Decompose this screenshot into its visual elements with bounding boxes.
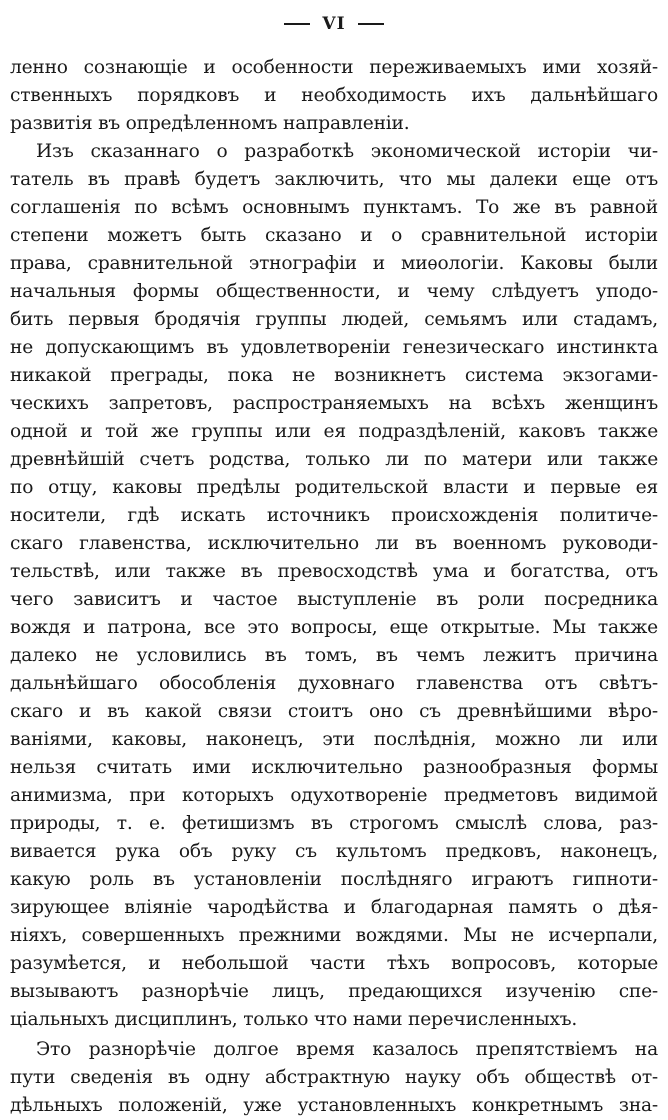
header-dash-left: [284, 23, 310, 25]
text-line: зирующее вліяніе чародѣйства и благодарная память о дѣя-: [10, 897, 658, 918]
text-line: татель въ правѣ будетъ заключить, что мы далеки еще отъ: [10, 169, 658, 190]
text-line: Изъ сказаннаго о разработкѣ экономической исторіи чи-: [36, 141, 658, 162]
text-line: ственныхъ порядковъ и необходимость ихъ дальнѣйшаго: [10, 85, 658, 106]
text-line: вождя и патрона, все это вопросы, еще открытые. Мы также: [10, 617, 658, 638]
text-line: чего зависитъ и частое выступленіе въ роли посредника: [10, 589, 658, 610]
text-line: одной и той же группы или ея подраздѣленій, каковъ также: [10, 421, 658, 442]
text-line: ческихъ запретовъ, распространяемыхъ на всѣхъ женщинъ: [10, 393, 658, 414]
text-line: анимизма, при которыхъ одухотвореніе предметовъ видимой: [10, 785, 658, 806]
text-line: нельзя считать ими исключительно разнообразныя формы: [10, 757, 658, 778]
text-line: права, сравнительной этнографіи и миѳологіи. Каковы были: [10, 253, 658, 274]
text-line: ніяхъ, совершенныхъ прежними вождями. Мы не исчерпали,: [10, 925, 658, 946]
page-header: [10, 8, 658, 40]
text-line: дѣльныхъ положеній, уже установленныхъ конкретнымъ зна-: [10, 1095, 658, 1116]
body-text: [10, 54, 658, 1120]
paragraph: [10, 54, 658, 138]
text-line: развитія въ опредѣленномъ направленіи.: [10, 113, 410, 134]
text-line: начальныя формы общественности, и чему слѣдуетъ уподо-: [10, 281, 658, 302]
page-number: VI: [322, 14, 346, 34]
text-line: какую роль въ установленіи послѣдняго играютъ гипноти-: [10, 869, 658, 890]
paragraph: [10, 1036, 658, 1120]
text-line: соглашенія по всѣмъ основнымъ пунктамъ. То же въ равной: [10, 197, 658, 218]
text-line: разумѣется, и небольшой части тѣхъ вопросовъ, которые: [10, 953, 658, 974]
text-line: пути сведенія въ одну абстрактную науку объ обществѣ от-: [10, 1067, 658, 1088]
text-line: бить первыя бродячія группы людей, семьямъ или стадамъ,: [10, 309, 658, 330]
text-line: скаго и въ какой связи стоитъ оно съ древнѣйшими вѣро-: [10, 701, 658, 722]
text-line: дальнѣйшаго обособленія духовнаго главенства отъ свѣтъ-: [10, 673, 658, 694]
text-line: древнѣйшій счетъ родства, только ли по матери или также: [10, 449, 658, 470]
text-line: ціальныхъ дисциплинъ, только что нами перечисленныхъ.: [10, 1009, 578, 1030]
text-line: скаго главенства, исключительно ли въ военномъ руководи-: [10, 533, 658, 554]
text-line: носители, гдѣ искать источникъ происхожденія политиче-: [10, 505, 658, 526]
text-line: по отцу, каковы предѣлы родительской власти и первые ея: [10, 477, 658, 498]
text-line: ваніями, каковы, наконецъ, эти послѣднія, можно ли или: [10, 729, 658, 750]
text-line: тельствѣ, или также въ превосходствѣ ума и богатства, отъ: [10, 561, 658, 582]
text-line: степени можетъ быть сказано и о сравнительной исторіи: [10, 225, 658, 246]
text-line: Это разнорѣчіе долгое время казалось препятствіемъ на: [36, 1039, 658, 1060]
text-line: ленно сознающіе и особенности переживаемыхъ ими хозяй-: [10, 57, 658, 78]
text-line: далеко не условились въ томъ, въ чемъ лежитъ причина: [10, 645, 658, 666]
text-line: никакой преграды, пока не возникнетъ система экзогами-: [10, 365, 658, 386]
text-line: вызываютъ разнорѣчіе лицъ, предающихся изученію спе-: [10, 981, 658, 1002]
paragraph: [10, 138, 658, 1034]
text-line: не допускающимъ въ удовлетвореніи генезическаго инстинкта: [10, 337, 658, 358]
text-line: природы, т. е. фетишизмъ въ строгомъ смыслѣ слова, раз-: [10, 813, 658, 834]
header-dash-right: [358, 23, 384, 25]
text-line: вивается рука объ руку съ культомъ предковъ, наконецъ,: [10, 841, 658, 862]
